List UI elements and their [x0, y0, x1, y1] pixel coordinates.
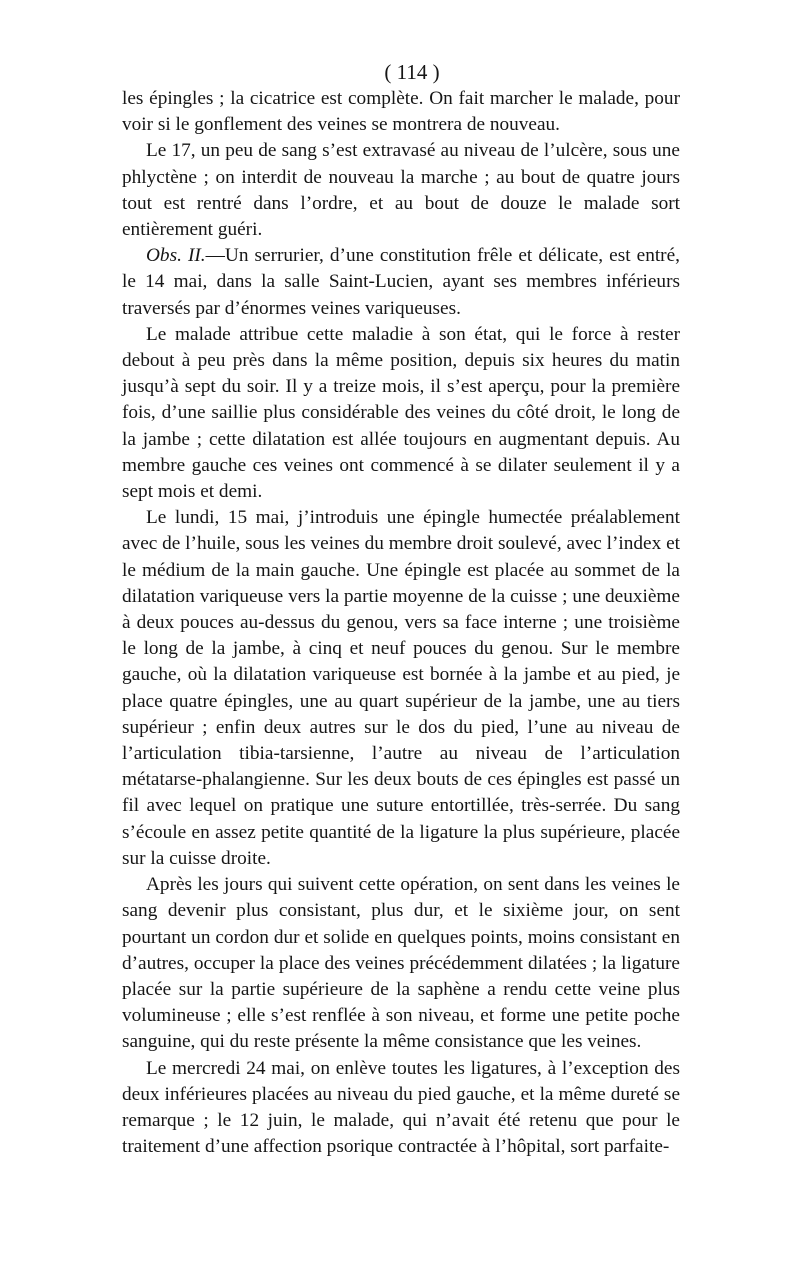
document-page — [122, 58, 680, 1160]
paragraph-continuation: les épingles ; la cicatrice est complète. On fait marcher le malade, pour voir si le gonflement des veines se montrera de nouveau. — [122, 88, 680, 136]
paragraph-mercredi-24-mai: Le mercredi 24 mai, on enlève toutes les ligatures, à l’exception des deux inférieures placées au niveau du pied gauche, et la même dureté se remarque ; le 12 juin, le malade, qui n’avait été retenu que pour le traitement d’une affection psorique contractée à l’hôpital, sort parfaite- — [122, 1057, 680, 1158]
paragraph-lundi-15-mai: Le lundi, 15 mai, j’introduis une épingle humectée préalablement avec de l’huile, sous les veines du membre droit soulevé, avec l’index et le médium de la main gauche. Une épingle est placée au sommet de la dilatation variqueuse vers la partie moyenne de la cuisse ; une deuxième à deux pouces au-dessus du genou, vers sa face interne ; une troisième le long de la jambe, à cinq et neuf pouces du genou. Sur le membre gauche, où la dilatation variqueuse est bornée à la jambe et au pied, je place quatre épingles, une au quart supérieur de la jambe, une au tiers supérieur ; enfin deux autres sur le dos du pied, l’une au niveau de l’articulation tibia-tarsienne, l’autre au niveau de l’articulation métatarse-phalangienne. Sur les deux bouts de ces épingles est passé un fil avec lequel on pratique une suture entortillée, très-serrée. Du sang s’écoule en assez petite quantité de la ligature la plus supérieure, placée sur la cuisse droite. — [122, 507, 680, 869]
paragraph-le-17: Le 17, un peu de sang s’est extravasé au niveau de l’ulcère, sous une phlyctène ; on interdit de nouveau la marche ; au bout de quatre jours tout est rentré dans l’ordre, et au bout de douze le malade sort entièrement guéri. — [122, 140, 680, 241]
paragraph-apres-les-jours: Après les jours qui suivent cette opération, on sent dans les veines le sang devenir plus consistant, plus dur, et le sixième jour, on sent pourtant un cordon dur et solide en quelques points, moins consistant en d’autres, occuper la place des veines précédemment dilatées ; la ligature placée sur la partie supérieure de la saphène a rendu cette veine plus volumineuse ; elle s’est renflée à son niveau, et forme une petite poche sanguine, qui du reste présente la même consistance que les veines. — [122, 874, 680, 1053]
body-text — [122, 86, 680, 1160]
observation-text: —Un serrurier, d’une constitution frêle et délicate, est entré, le 14 mai, dans la salle Saint-Lucien, ayant ses membres inférieurs traversés par d’énormes veines variqueuses. — [122, 245, 680, 319]
paragraph-malade-attribue: Le malade attribue cette maladie à son état, qui le force à rester debout à peu près dans la même position, depuis six heures du matin jusqu’à sept du soir. Il y a treize mois, il s’est aperçu, pour la première fois, d’une saillie plus considérable des veines du côté droit, le long de la jambe ; cette dilatation est allée toujours en augmentant depuis. Au membre gauche ces veines ont commencé à se dilater seulement il y a sept mois et demi. — [122, 323, 680, 503]
observation-label: Obs. II. — [146, 245, 206, 267]
paragraph-observation-ii — [122, 243, 680, 322]
page-number: ( 114 ) — [384, 60, 440, 84]
